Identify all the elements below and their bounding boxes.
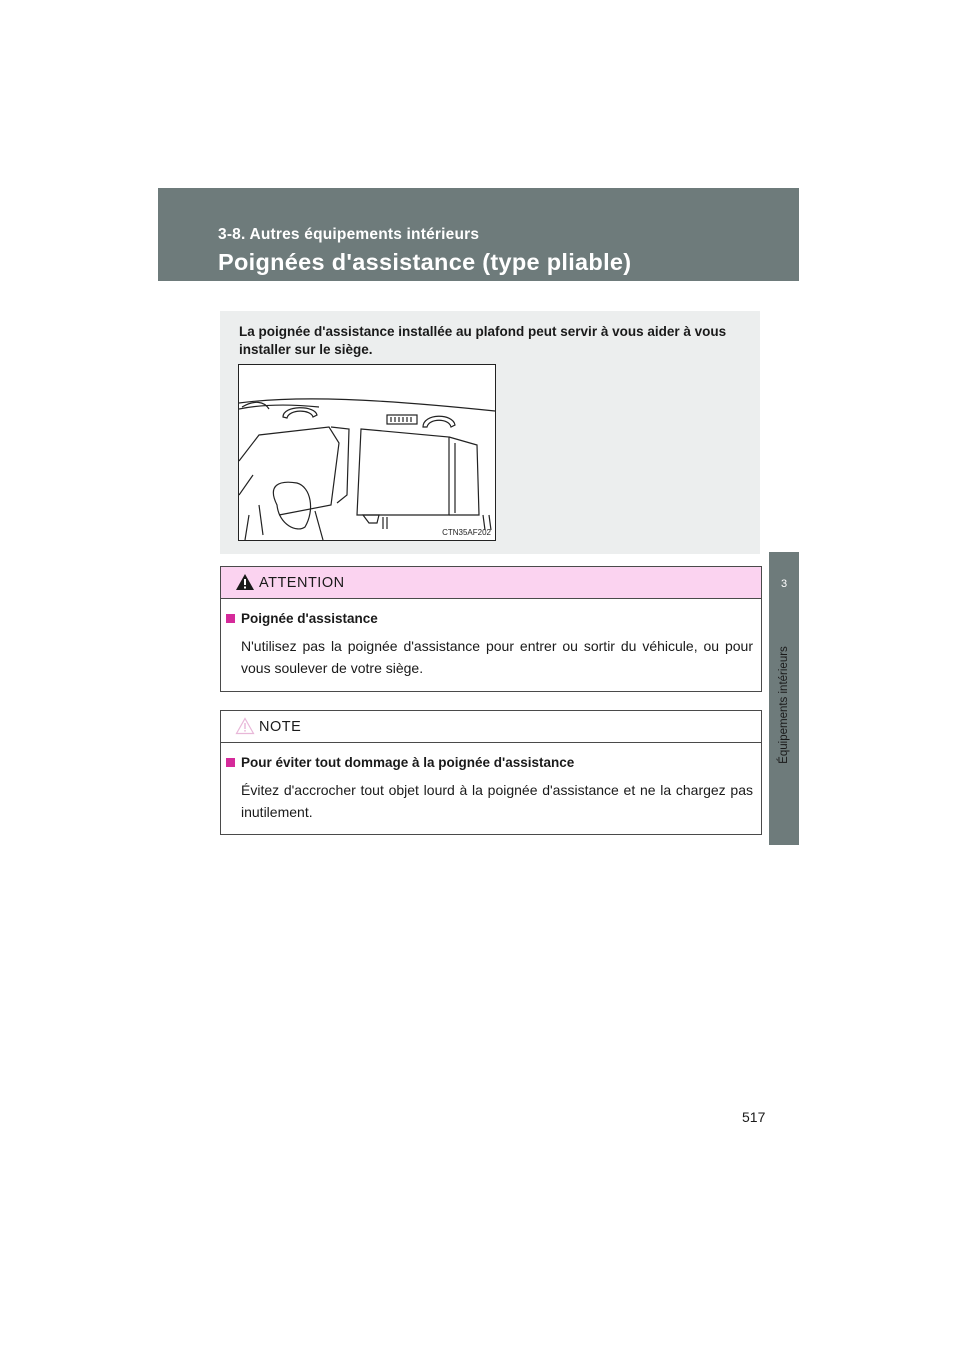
- attention-header: [221, 567, 761, 599]
- car-interior-drawing: [239, 365, 495, 540]
- section-header: [158, 188, 799, 281]
- section-breadcrumb: 3-8. Autres équipements intérieurs: [218, 226, 480, 243]
- note-box: [220, 710, 762, 835]
- note-heading: [226, 755, 574, 770]
- attention-body: N'utilisez pas la poignée d'assistance pour entrer ou sortir du véhicule, ou pour vous soulever de votre siège.: [241, 638, 753, 676]
- warning-triangle-filled-icon: [235, 573, 255, 596]
- note-header: [221, 711, 761, 743]
- assist-grip-illustration: [238, 364, 496, 541]
- note-heading-text: Pour éviter tout dommage à la poignée d'assistance: [241, 755, 575, 770]
- page-number: 517: [742, 1109, 766, 1125]
- warning-triangle-outline-icon: [235, 717, 255, 740]
- attention-box: [220, 566, 762, 692]
- intro-text: La poignée d'assistance installée au plafond peut servir à vous aider à vous installer sur le siège.: [239, 324, 727, 357]
- chapter-label: Équipements intérieurs: [778, 646, 790, 764]
- attention-heading-text: Poignée d'assistance: [241, 611, 378, 626]
- attention-label: ATTENTION: [259, 575, 345, 591]
- bullet-square-icon: [226, 614, 235, 623]
- note-label: NOTE: [259, 719, 302, 735]
- bullet-square-icon: [226, 758, 235, 767]
- figure-code: CTN35AF202: [442, 528, 491, 537]
- chapter-label-container: [764, 630, 804, 780]
- attention-heading: [226, 611, 378, 626]
- intro-panel: [220, 311, 760, 554]
- note-body: Évitez d'accrocher tout objet lourd à la poignée d'assistance et ne la chargez pas inutilement.: [241, 782, 753, 820]
- chapter-number: 3: [780, 578, 788, 590]
- page-title: Poignées d'assistance (type pliable): [218, 249, 632, 275]
